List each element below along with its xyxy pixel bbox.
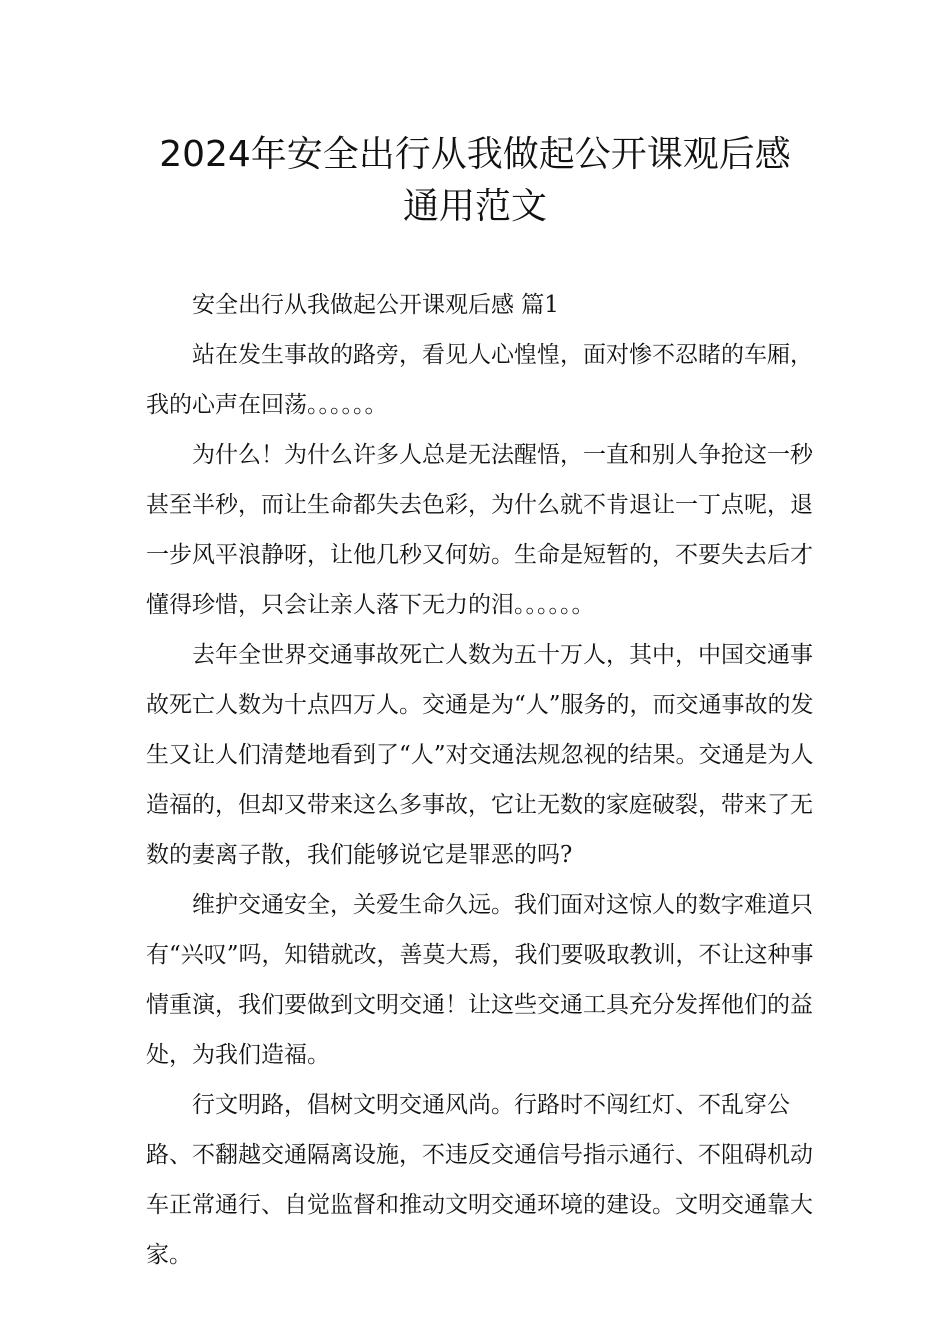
document-body [146,280,826,1280]
paragraph: 维护交通安全，关爱生命久远。我们面对这惊人的数字难道只有“兴叹”吗，知错就改，善莫大焉，我们要吸取教训，不让这种事情重演，我们要做到文明交通！让这些交通工具充分发挥他们的益处，为我们造福。 [146,892,814,1068]
paragraph: 站在发生事故的路旁，看见人心惶惶，面对惨不忍睹的车厢，我的心声在回荡。。。。。。 [146,342,813,418]
document-title-line-1: 2024年安全出行从我做起公开课观后感 [159,134,791,175]
section-heading: 安全出行从我做起公开课观后感 篇1 [192,292,559,318]
paragraph: 行文明路，倡树文明交通风尚。行路时不闯红灯、不乱穿公路、不翻越交通隔离设施，不违反交通信号指示通行、不阻碍机动车正常通行、自觉监督和推动文明交通环境的建设。文明交通靠大家。 [146,1092,813,1268]
paragraph: 去年全世界交通事故死亡人数为五十万人，其中，中国交通事故死亡人数为十点四万人。交通是为“人”服务的，而交通事故的发生又让人们清楚地看到了“人”对交通法规忽视的结果。交通是为人造福的，但却又带来这么多事故，它让无数的家庭破裂，带来了无数的妻离子散，我们能够说它是罪恶的吗? [146,642,814,868]
paragraph: 为什么！为什么许多人总是无法醒悟，一直和别人争抢这一秒甚至半秒，而让生命都失去色彩，为什么就不肯退让一丁点呢，退一步风平浪静呀，让他几秒又何妨。生命是短暂的，不要失去后才懂得珍惜，只会让亲人落下无力的泪。。。。。。 [146,442,813,618]
document-title-line-2: 通用范文 [402,186,547,227]
